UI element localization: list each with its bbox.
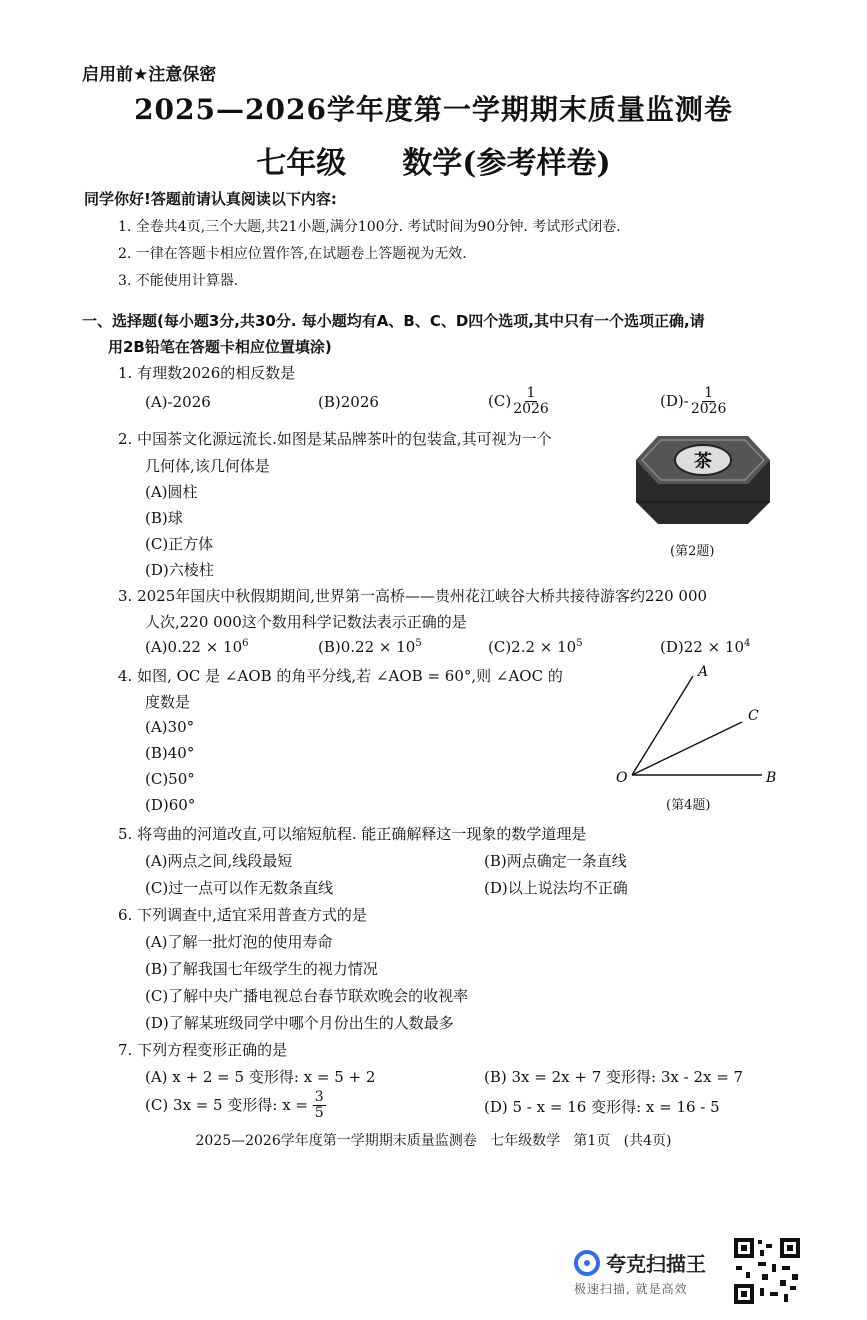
q4-stem-cont: 度数是 xyxy=(145,693,191,711)
fraction-numerator: 1 xyxy=(704,385,714,401)
angle-figure xyxy=(610,660,790,790)
q4-option-c: (C)50° xyxy=(145,770,195,788)
section1-heading: 一、选择题(每小题3分,共30分. 每小题均有A、B、C、D四个选项,其中只有一个选项正确,请 xyxy=(82,312,705,330)
q6-option-d: (D)了解某班级同学中哪个月份出生的人数最多 xyxy=(145,1014,454,1032)
scanner-brand-name: 夸克扫描王 xyxy=(606,1252,706,1276)
scanner-logo-icon xyxy=(574,1250,600,1276)
fraction-numerator: 3 xyxy=(314,1089,324,1105)
scanner-slogan: 极速扫描, 就是高效 xyxy=(574,1282,688,1296)
instruction-1: 1. 全卷共4页,三个大题,共21小题,满分100分. 考试时间为90分钟. 考试形式闭卷. xyxy=(118,219,621,235)
section1-heading-cont: 用2B铅笔在答题卡相应位置填涂) xyxy=(108,338,332,356)
q4-option-a: (A)30° xyxy=(145,718,195,736)
q2-caption: (第2题) xyxy=(670,544,715,559)
q3-option-a-base: (A)0.22 × 10 xyxy=(145,638,243,656)
q2-stem: 2. 中国茶文化源远流长.如图是某品牌茶叶的包装盒,其可视为一个 xyxy=(118,430,552,448)
page-footer: 2025—2026学年度第一学期期末质量监测卷 七年级数学 第1页 (共4页) xyxy=(195,1133,672,1149)
q2-stem-cont: 几何体,该几何体是 xyxy=(145,457,270,475)
q7-option-c-fraction xyxy=(313,1090,326,1122)
tea-box-figure xyxy=(628,418,778,530)
q3-option-c xyxy=(488,638,583,656)
q3-option-a xyxy=(145,638,249,656)
q3-stem-cont: 人次,220 000这个数用科学记数法表示正确的是 xyxy=(145,613,467,631)
q2-option-c: (C)正方体 xyxy=(145,535,214,553)
q3-option-c-base: (C)2.2 × 10 xyxy=(488,638,577,656)
q3-option-b-exponent: 5 xyxy=(415,638,422,649)
label-c: C xyxy=(748,708,759,724)
q1-option-c-fraction xyxy=(511,386,551,418)
instruction-2: 2. 一律在答题卡相应位置作答,在试题卷上答题视为无效. xyxy=(118,246,467,262)
qr-code-icon xyxy=(732,1236,802,1306)
q6-option-b: (B)了解我国七年级学生的视力情况 xyxy=(145,960,378,978)
fraction-denominator: 5 xyxy=(314,1105,324,1122)
instructions-greeting: 同学你好!答题前请认真阅读以下内容: xyxy=(84,190,337,208)
q1-option-c xyxy=(488,386,551,418)
q4-option-d: (D)60° xyxy=(145,796,196,814)
q2-option-d: (D)六棱柱 xyxy=(145,561,214,579)
q4-stem: 4. 如图, OC 是 ∠AOB 的角平分线,若 ∠AOB = 60°,则 ∠AOC 的 xyxy=(118,667,563,685)
fraction-denominator: 2026 xyxy=(513,401,549,418)
q4-option-b: (B)40° xyxy=(145,744,195,762)
q4-caption: (第4题) xyxy=(666,798,711,813)
exam-subtitle xyxy=(0,138,867,182)
fraction-numerator: 1 xyxy=(526,385,536,401)
tea-box-character: 茶 xyxy=(694,451,712,472)
q1-stem: 1. 有理数2026的相反数是 xyxy=(118,364,296,382)
q3-option-b-base: (B)0.22 × 10 xyxy=(318,638,416,656)
q6-option-c: (C)了解中央广播电视总台春节联欢晚会的收视率 xyxy=(145,987,469,1005)
fraction-denominator: 2026 xyxy=(690,401,727,418)
exam-title: 2025—2026学年度第一学期期末质量监测卷 xyxy=(134,93,733,126)
q3-stem: 3. 2025年国庆中秋假期期间,世界第一高桥——贵州花江峡谷大桥共接待游客约220 000 xyxy=(118,587,708,605)
subject-label: 数学(参考样卷) xyxy=(402,146,611,181)
q1-option-d xyxy=(660,386,728,418)
q3-option-d xyxy=(660,638,750,656)
q5-option-d: (D)以上说法均不正确 xyxy=(484,879,628,897)
q1-option-d-fraction xyxy=(689,386,729,418)
q7-option-a: (A) x + 2 = 5 变形得: x = 5 + 2 xyxy=(145,1068,376,1086)
confidential-stamp: 启用前★注意保密 xyxy=(82,65,217,85)
label-b: B xyxy=(766,770,777,786)
q1-option-c-prefix: (C) xyxy=(488,391,512,410)
q3-option-b xyxy=(318,638,422,656)
label-a: A xyxy=(698,664,709,680)
q3-option-d-exponent: 4 xyxy=(744,638,751,649)
q7-option-d: (D) 5 - x = 16 变形得: x = 16 - 5 xyxy=(484,1098,720,1116)
q7-option-c xyxy=(145,1090,326,1122)
q3-option-d-base: (D)22 × 10 xyxy=(660,638,745,656)
label-o: O xyxy=(616,770,628,786)
q2-option-a: (A)圆柱 xyxy=(145,483,198,501)
q3-option-a-exponent: 6 xyxy=(242,638,249,649)
instruction-3: 3. 不能使用计算器. xyxy=(118,273,239,289)
q5-option-b: (B)两点确定一条直线 xyxy=(484,852,627,870)
q1-option-b: (B)2026 xyxy=(318,393,379,411)
q5-option-a: (A)两点之间,线段最短 xyxy=(145,852,293,870)
q6-stem: 6. 下列调查中,适宜采用普查方式的是 xyxy=(118,906,367,924)
q7-stem: 7. 下列方程变形正确的是 xyxy=(118,1041,288,1059)
q6-option-a: (A)了解一批灯泡的使用寿命 xyxy=(145,933,333,951)
q7-option-c-prefix: (C) 3x = 5 变形得: x = xyxy=(145,1095,308,1114)
q1-option-a: (A)-2026 xyxy=(145,393,211,411)
q2-option-b: (B)球 xyxy=(145,509,183,527)
q5-option-c: (C)过一点可以作无数条直线 xyxy=(145,879,334,897)
q3-option-c-exponent: 5 xyxy=(576,638,583,649)
grade-label: 七年级 xyxy=(256,146,347,181)
q1-option-d-prefix: (D)- xyxy=(660,391,689,410)
q5-stem: 5. 将弯曲的河道改直,可以缩短航程. 能正确解释这一现象的数学道理是 xyxy=(118,825,587,843)
q7-option-b: (B) 3x = 2x + 7 变形得: 3x - 2x = 7 xyxy=(484,1068,744,1086)
